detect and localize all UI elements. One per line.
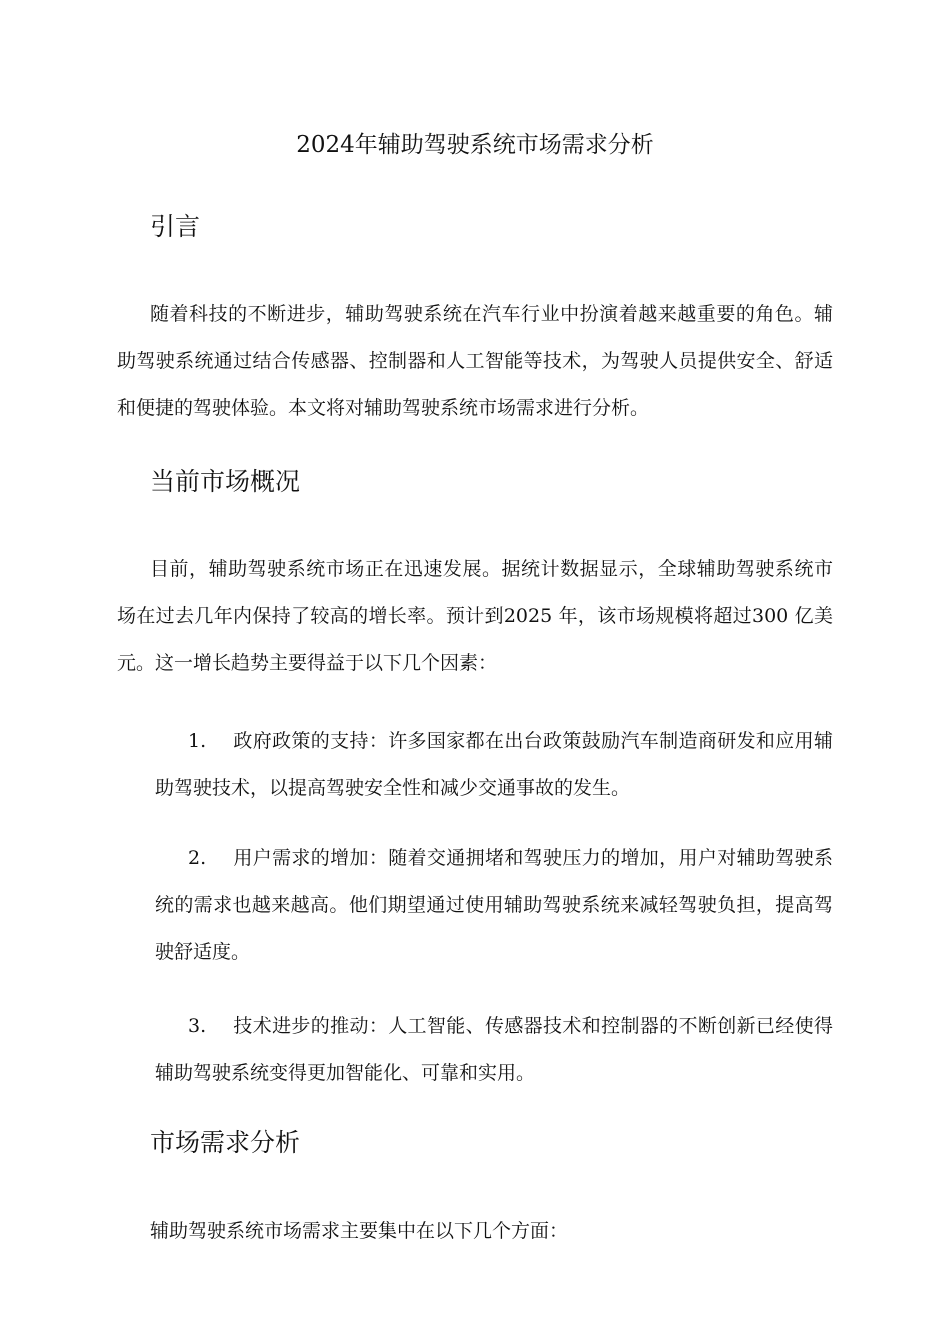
list-item-text: 用户需求的增加：随着交通拥堵和驾驶压力的增加，用户对辅助驾驶系统的需求也越来越高。他们期望通过使用辅助驾驶系统来减轻驾驶负担，提高驾驶舒适度。 xyxy=(155,847,833,963)
list-item xyxy=(155,835,833,976)
list-item xyxy=(155,718,833,812)
list-item xyxy=(155,1003,833,1097)
document-title: 2024年辅助驾驶系统市场需求分析 xyxy=(296,132,654,158)
section-heading-market-overview: 当前市场概况 xyxy=(150,467,301,496)
intro-paragraph: 随着科技的不断进步，辅助驾驶系统在汽车行业中扮演着越来越重要的角色。辅助驾驶系统通过结合传感器、控制器和人工智能等技术，为驾驶人员提供安全、舒适和便捷的驾驶体验。本文将对辅助驾驶系统市场需求进行分析。 xyxy=(117,303,833,419)
market-overview-paragraph: 目前，辅助驾驶系统市场正在迅速发展。据统计数据显示，全球辅助驾驶系统市场在过去几年内保持了较高的增长率。预计到2025 年，该市场规模将超过300 亿美元。这一增长趋势主要得益于以下几个因素： xyxy=(117,558,833,674)
list-item-text: 技术进步的推动：人工智能、传感器技术和控制器的不断创新已经使得辅助驾驶系统变得更加智能化、可靠和实用。 xyxy=(155,1015,833,1084)
list-item-number: 1. xyxy=(188,730,207,752)
list-item-text: 政府政策的支持：许多国家都在出台政策鼓励汽车制造商研发和应用辅助驾驶技术，以提高驾驶安全性和减少交通事故的发生。 xyxy=(155,730,833,799)
demand-analysis-paragraph: 辅助驾驶系统市场需求主要集中在以下几个方面： xyxy=(150,1220,569,1242)
section-heading-intro: 引言 xyxy=(150,212,201,241)
section-heading-demand-analysis: 市场需求分析 xyxy=(150,1128,301,1157)
list-item-number: 2. xyxy=(188,847,207,869)
list-item-number: 3. xyxy=(188,1015,207,1037)
